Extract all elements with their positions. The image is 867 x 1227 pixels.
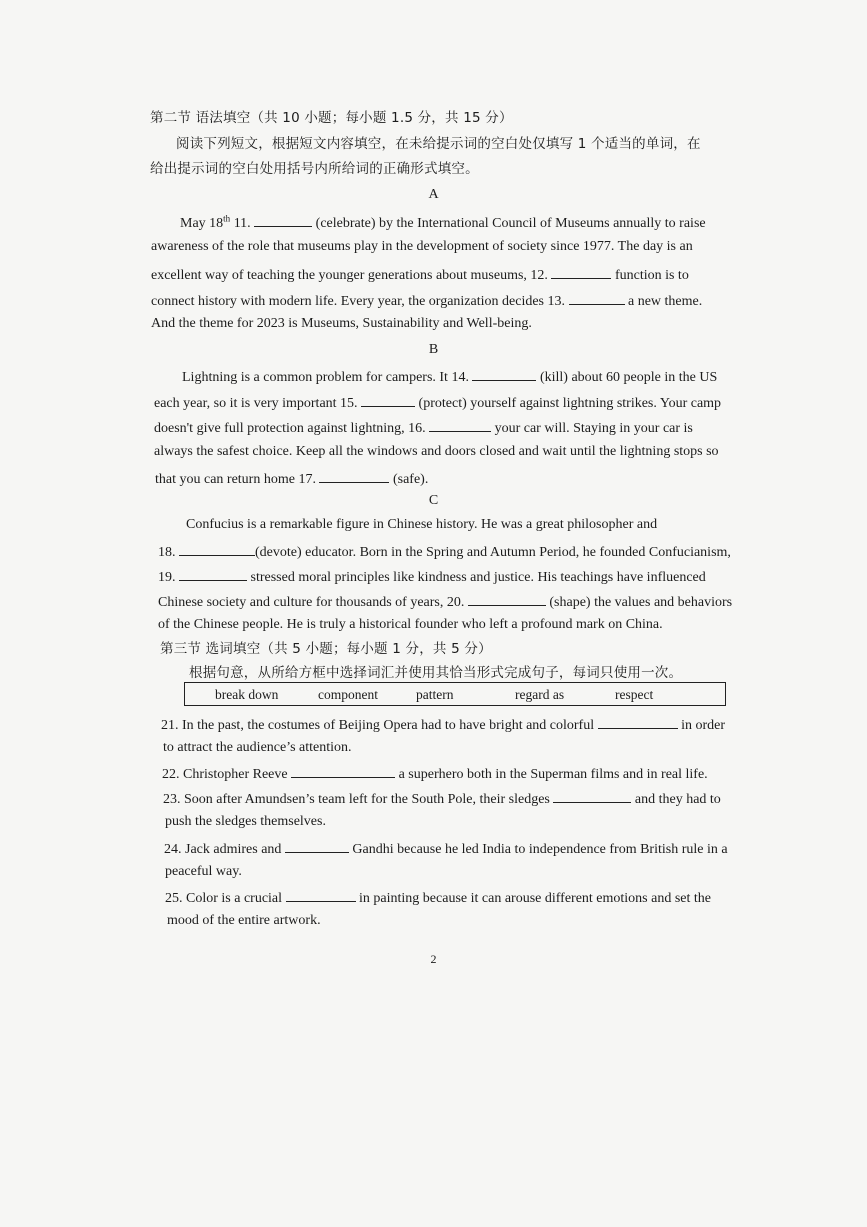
blank-16[interactable]: [429, 417, 491, 432]
blank-17[interactable]: [319, 468, 389, 483]
passage-a-line2: awareness of the role that museums play in the development of society since 1977. The day is an: [151, 239, 693, 254]
word-option: break down: [215, 687, 279, 702]
passage-b-line3: doesn't give full protection against lightning, 16. your car will. Staying in your car is: [154, 417, 693, 438]
question-24-line1: 24. Jack admires and Gandhi because he led India to independence from British rule in a: [164, 838, 728, 859]
blank-20[interactable]: [468, 591, 546, 606]
word-box: [184, 682, 726, 706]
word-option: respect: [615, 687, 654, 702]
blank-12[interactable]: [551, 264, 611, 279]
passage-c-line2: 18. (devote) educator. Born in the Spring and Autumn Period, he founded Confucianism,: [158, 541, 731, 562]
question-23-line2: push the sledges themselves.: [165, 814, 326, 829]
blank-19[interactable]: [179, 566, 247, 581]
blank-22[interactable]: [291, 763, 395, 778]
blank-11[interactable]: [254, 212, 312, 227]
section2-heading: 第二节 语法填空（共 10 小题；每小题 1.5 分，共 15 分）: [150, 110, 513, 126]
section3-instructions: 根据句意，从所给方框中选择词汇并使用其恰当形式完成句子，每词只使用一次。: [189, 665, 683, 681]
passage-b-line1: Lightning is a common problem for campers. It 14. (kill) about 60 people in the US: [182, 366, 717, 387]
blank-14[interactable]: [472, 366, 536, 381]
blank-18[interactable]: [179, 541, 255, 556]
passage-a-line4: connect history with modern life. Every year, the organization decides 13. a new theme.: [151, 290, 702, 311]
question-21-line2: to attract the audience’s attention.: [163, 740, 352, 755]
section2-instructions-line2: 给出提示词的空白处用括号内所给词的正确形式填空。: [150, 161, 479, 177]
passage-c-line1: Confucius is a remarkable figure in Chinese history. He was a great philosopher and: [186, 517, 658, 532]
passage-b-line4: always the safest choice. Keep all the windows and doors closed and wait until the lightning stops so: [154, 444, 719, 459]
passage-b-label: B: [428, 342, 439, 357]
passage-b-line5: that you can return home 17. (safe).: [155, 468, 428, 489]
section3-heading: 第三节 选词填空（共 5 小题；每小题 1 分，共 5 分）: [160, 641, 492, 657]
question-22: 22. Christopher Reeve a superhero both in the Superman films and in real life.: [162, 763, 708, 784]
blank-21[interactable]: [598, 714, 678, 729]
passage-c-line3: 19. stressed moral principles like kindness and justice. His teachings have influenced: [158, 566, 706, 587]
passage-a-label: A: [428, 187, 439, 202]
section2-instructions-line1: 阅读下列短文，根据短文内容填空，在未给提示词的空白处仅填写 1 个适当的单词，在: [176, 136, 701, 152]
passage-b-line2: each year, so it is very important 15. (protect) yourself against lightning strikes. Your camp: [154, 392, 721, 413]
passage-a-line1: May 18th 11. (celebrate) by the International Council of Museums annually to raise: [180, 213, 706, 231]
word-option: component: [318, 687, 378, 702]
word-option: regard as: [515, 687, 565, 702]
question-25-line2: mood of the entire artwork.: [167, 913, 321, 928]
blank-25[interactable]: [286, 887, 356, 902]
blank-13[interactable]: [569, 290, 625, 305]
passage-c-line5: of the Chinese people. He is truly a historical founder who left a profound mark on China.: [158, 617, 663, 632]
blank-24[interactable]: [285, 838, 349, 853]
question-21-line1: 21. In the past, the costumes of Beijing Opera had to have bright and colorful in order: [161, 714, 725, 735]
page-number: 2: [430, 952, 437, 966]
passage-c-line4: Chinese society and culture for thousands of years, 20. (shape) the values and behaviors: [158, 591, 732, 612]
passage-c-label: C: [428, 493, 439, 508]
blank-23[interactable]: [553, 788, 631, 803]
question-24-line2: peaceful way.: [165, 864, 242, 879]
blank-15[interactable]: [361, 392, 415, 407]
question-25-line1: 25. Color is a crucial in painting because it can arouse different emotions and set the: [165, 887, 711, 908]
passage-a-line3: excellent way of teaching the younger generations about museums, 12. function is to: [151, 264, 689, 285]
question-23-line1: 23. Soon after Amundsen’s team left for the South Pole, their sledges and they had to: [163, 788, 721, 809]
word-option: pattern: [416, 687, 454, 702]
passage-a-line5: And the theme for 2023 is Museums, Sustainability and Well-being.: [151, 316, 532, 331]
